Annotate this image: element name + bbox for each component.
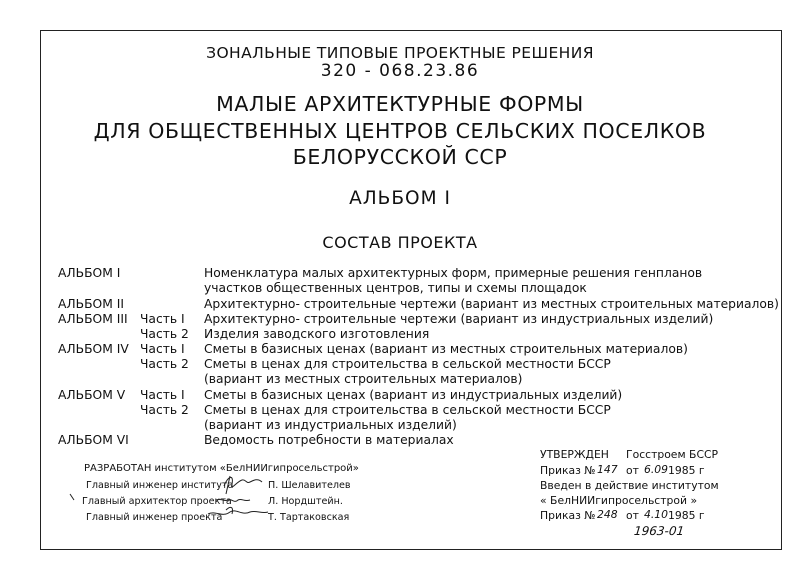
- institute-name: « БелНИИгипросельстрой »: [540, 494, 698, 507]
- album-title: АЛЬБОМ I: [349, 188, 451, 209]
- row-text: Ведомость потребности в материалах: [204, 433, 454, 447]
- order2-label: Приказ №: [540, 509, 596, 522]
- staff-name: Т. Тартаковская: [268, 512, 350, 523]
- row-part: Часть 2: [140, 357, 189, 371]
- row-part: Часть I: [140, 342, 185, 356]
- order1-year: 1985 г: [668, 464, 705, 477]
- row-text: Сметы в базисных ценах (вариант из индустриальных изделий): [204, 388, 623, 402]
- row-album: АЛЬБОМ III: [58, 312, 128, 326]
- order2-date: 4.10: [644, 508, 669, 521]
- staff-role: Главный инженер института: [86, 480, 234, 491]
- row-text: Сметы в ценах для строительства в сельской местности БССР: [204, 403, 611, 417]
- developer-line: РАЗРАБОТАН институтом «БелНИИгипросельстрой»: [84, 463, 359, 474]
- order2-year: 1985 г: [668, 509, 705, 522]
- row-album: АЛЬБОМ II: [58, 297, 124, 311]
- row-text: Архитектурно- строительные чертежи (вариант из местных строительных материалов): [204, 297, 779, 311]
- row-text: Номенклатура малых архитектурных форм, примерные решения генпланов: [204, 266, 703, 280]
- row-text: Сметы в базисных ценах (вариант из местных строительных материалов): [204, 342, 688, 356]
- staff-name: П. Шелавителев: [268, 480, 351, 491]
- signatures: [66, 470, 276, 528]
- order1-number: 147: [597, 463, 618, 476]
- contents-heading: СОСТАВ ПРОЕКТА: [322, 233, 478, 252]
- row-album: АЛЬБОМ IV: [58, 342, 129, 356]
- row-text: (вариант из местных строительных материалов): [204, 372, 523, 386]
- row-text: (вариант из индустриальных изделий): [204, 418, 457, 432]
- project-code: 320 - 068.23.86: [320, 61, 480, 81]
- order1-date: 6.09: [644, 463, 669, 476]
- staff-role: Главный инженер проекта: [86, 512, 223, 523]
- row-part: Часть 2: [140, 327, 189, 341]
- row-text: Изделия заводского изготовления: [204, 327, 430, 341]
- row-part: Часть I: [140, 388, 185, 402]
- title-line-1: МАЛЫЕ АРХИТЕКТУРНЫЕ ФОРМЫ: [216, 92, 584, 116]
- row-album: АЛЬБОМ I: [58, 266, 121, 280]
- archive-code: 1963-01: [633, 524, 685, 538]
- order1-label: Приказ №: [540, 464, 596, 477]
- zone-title: ЗОНАЛЬНЫЕ ТИПОВЫЕ ПРОЕКТНЫЕ РЕШЕНИЯ: [206, 44, 594, 62]
- staff-role: Главный архитектор проекта: [82, 496, 232, 507]
- row-text: Сметы в ценах для строительства в сельской местности БССР: [204, 357, 611, 371]
- row-album: АЛЬБОМ V: [58, 388, 126, 402]
- row-text: участков общественных центров, типы и схемы площадок: [204, 281, 587, 295]
- order2-number: 248: [597, 508, 618, 521]
- approved-label: УТВЕРЖДЕН: [540, 448, 609, 461]
- introduced-label: Введен в действие институтом: [540, 479, 719, 492]
- approved-by: Госстроем БССР: [626, 448, 719, 461]
- row-part: Часть 2: [140, 403, 189, 417]
- row-text: Архитектурно- строительные чертежи (вариант из индустриальных изделий): [204, 312, 714, 326]
- title-line-3: БЕЛОРУССКОЙ ССР: [292, 145, 508, 169]
- title-line-2: ДЛЯ ОБЩЕСТВЕННЫХ ЦЕНТРОВ СЕЛЬСКИХ ПОСЕЛКОВ: [93, 119, 707, 143]
- order1-from: от: [626, 464, 639, 477]
- row-part: Часть I: [140, 312, 185, 326]
- staff-name: Л. Нордштейн.: [268, 496, 343, 507]
- order2-from: от: [626, 509, 639, 522]
- row-album: АЛЬБОМ VI: [58, 433, 129, 447]
